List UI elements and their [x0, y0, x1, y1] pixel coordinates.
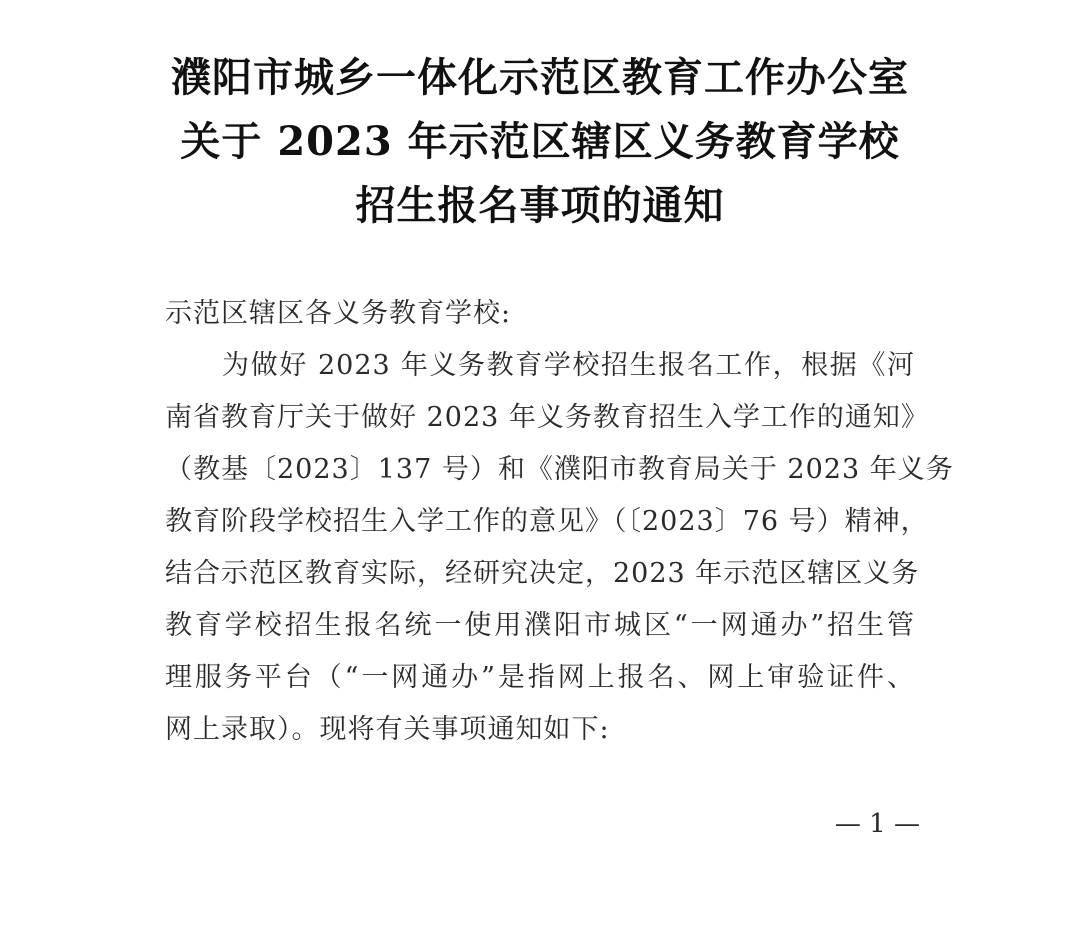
- page-number: — 1 —: [834, 809, 920, 839]
- body-line-5: 结合示范区教育实际，经研究决定，2023 年示范区辖区义务: [165, 558, 920, 589]
- body-line-8: 网上录取）。现将有关事项通知如下:: [165, 714, 610, 745]
- body-line-3: （教基〔2023〕137 号）和《濮阳市教育局关于 2023 年义务: [165, 454, 954, 485]
- body-line-2: 南省教育厅关于做好 2023 年义务教育招生入学工作的通知》: [165, 402, 929, 433]
- body-line-1: 为做好 2023 年义务教育学校招生报名工作，根据《河: [222, 350, 915, 381]
- salutation: 示范区辖区各义务教育学校:: [165, 298, 512, 329]
- document-title-line-2: 关于 2023 年示范区辖区义务教育学校: [180, 118, 900, 165]
- body-line-6: 教育学校招生报名统一使用濮阳市城区“一网通办”招生管: [165, 610, 915, 641]
- body-line-4: 教育阶段学校招生入学工作的意见》（〔2023〕76 号）精神，: [165, 506, 929, 537]
- document-title-line-3: 招生报名事项的通知: [355, 182, 725, 229]
- document-title-line-1: 濮阳市城乡一体化示范区教育工作办公室: [171, 54, 909, 101]
- body-line-7: 理服务平台（“一网通办”是指网上报名、网上审验证件、: [165, 662, 915, 693]
